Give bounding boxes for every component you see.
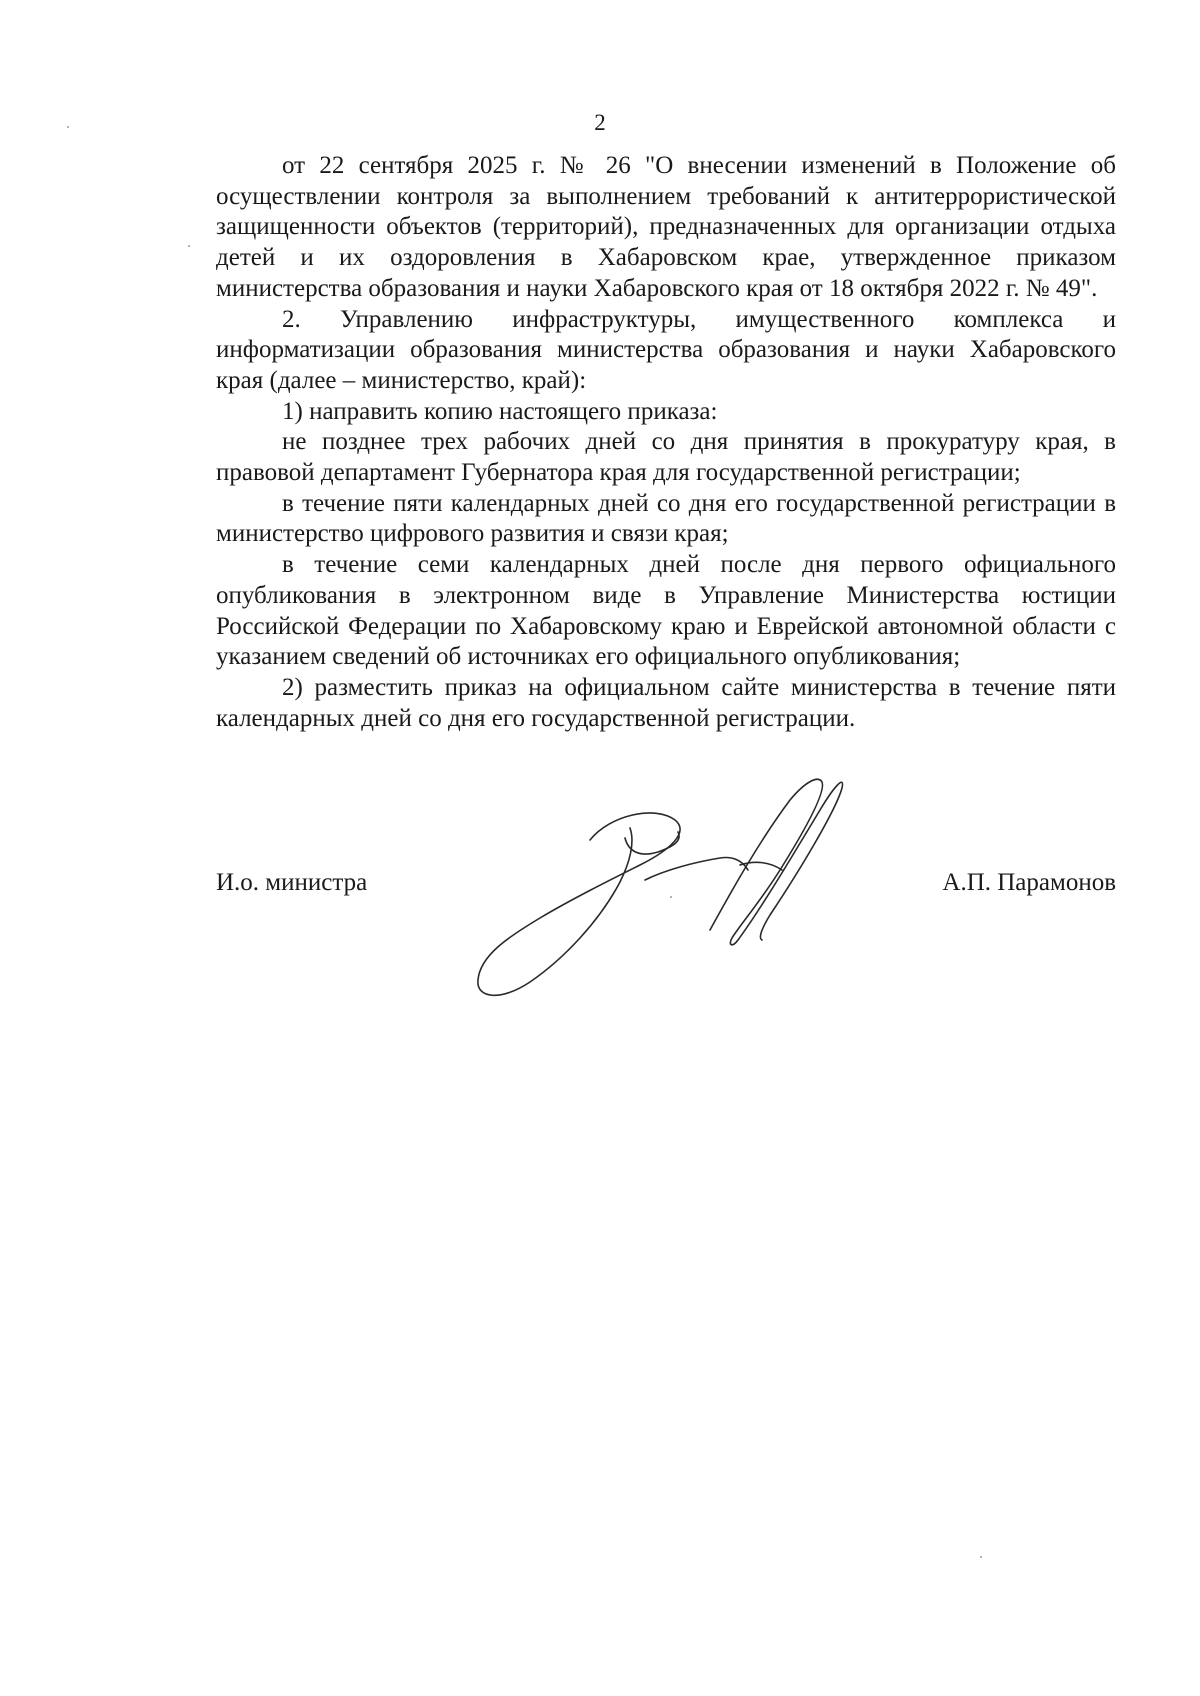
scan-speck [67, 126, 69, 128]
signer-position: И.о. министра [216, 869, 368, 896]
paragraph: 2. Управлению инфраструктуры, имущественного комплекса и информатизации образования министерства образования и науки Хабаровского края (далее – министерство, край): [216, 305, 1116, 394]
handwritten-signature [470, 770, 910, 1010]
scan-speck [980, 1556, 982, 1558]
document-body [216, 151, 1116, 734]
page-number: 2 [594, 110, 606, 135]
paragraph: в течение семи календарных дней после дня первого официального опубликования в электронном виде в Управление Министерства юстиции Российской Федерации по Хабаровскому краю и Еврейской автономной области с указанием сведений об источниках его официального опубликования; [216, 551, 1116, 671]
scan-speck [188, 245, 190, 247]
signer-name: А.П. Парамонов [942, 869, 1116, 896]
paragraph: в течение пяти календарных дней со дня его государственной регистрации в министерство цифрового развития и связи края; [216, 489, 1116, 548]
scan-speck [670, 896, 672, 898]
paragraph: не позднее трех рабочих дней со дня принятия в прокуратуру края, в правовой департамент Губернатора края для государственной регистрации; [216, 428, 1116, 487]
paragraph: 2) разместить приказ на официальном сайте министерства в течение пяти календарных дней со дня его государственной регистрации. [216, 673, 1116, 732]
paragraph: от 22 сентября 2025 г. № 26 "О внесении изменений в Положение об осуществлении контроля за выполнением требований к антитеррористической защищенности объектов (территорий), предназначенных для организации отдыха детей и их оздоровления в Хабаровском крае, утвержденное приказом министерства образования и науки Хабаровского края от 18 октября 2022 г. № 49". [216, 152, 1116, 302]
paragraph: 1) направить копию настоящего приказа: [282, 397, 718, 425]
